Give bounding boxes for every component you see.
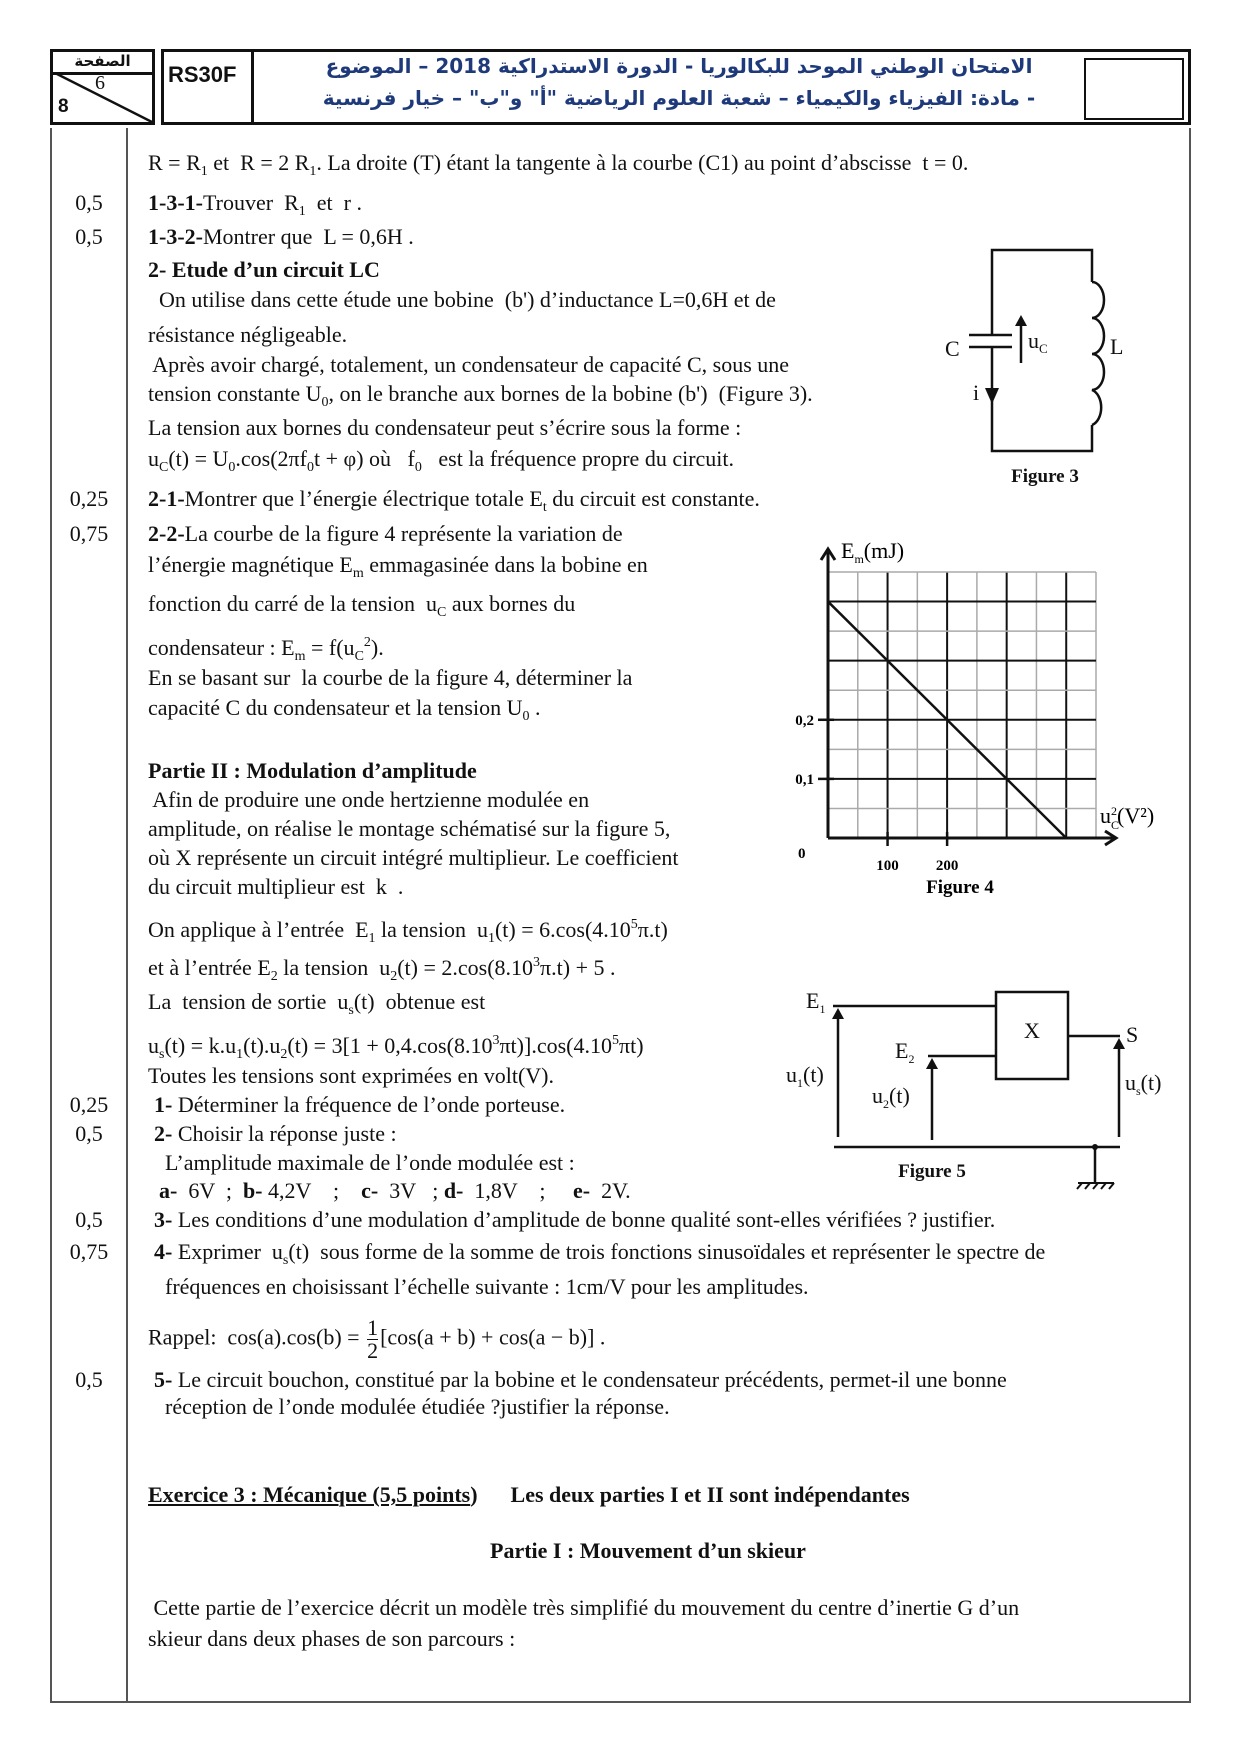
text: 4,2V ;: [262, 1178, 362, 1203]
text: u: [148, 446, 159, 471]
text: 1,8V ;: [463, 1178, 573, 1203]
text: fonction du carré de la tension u: [148, 591, 437, 616]
text-line: [154, 1273, 809, 1301]
text: Montrer que L = 0,6H .: [202, 224, 414, 249]
text: et r .: [305, 190, 362, 215]
subscript: 2: [390, 969, 398, 984]
text-line: [154, 1393, 670, 1421]
text: Afin de produire une onde hertzienne modulée en: [148, 787, 590, 812]
text: (t) = k.u: [164, 1033, 237, 1058]
text: .cos(2πf: [235, 446, 307, 471]
text-line: [154, 1366, 1007, 1394]
superscript: 5: [630, 917, 638, 932]
label-i: i: [973, 380, 980, 405]
text: Exprimer u: [177, 1239, 283, 1264]
origin-label: 0: [798, 846, 806, 862]
text: est la fréquence propre du circuit.: [421, 446, 735, 471]
text: L’amplitude maximale de l’onde modulée est :: [154, 1150, 575, 1175]
subscript: 2: [270, 969, 278, 984]
subscript: 1: [368, 931, 376, 946]
score-value: 0,25: [69, 1092, 109, 1117]
header-title-line2: - مادة: الفيزياء والكيمياء – شعبة العلوم الرياضية "أ" و"ب" – خيار فرنسية: [322, 86, 1036, 110]
superscript: 3: [492, 1033, 500, 1048]
bold-text: d-: [443, 1178, 464, 1203]
text: (t).u: [243, 1033, 281, 1058]
bold-text: 2- Etude d’un circuit LC: [148, 257, 380, 282]
text: R = R: [148, 150, 201, 175]
fraction: [367, 1317, 378, 1362]
text: πt)].cos(4.10: [499, 1033, 612, 1058]
text: condensateur : E: [148, 635, 295, 660]
text: fréquences en choisissant l’échelle suivante : 1cm/V pour les amplitudes.: [154, 1274, 809, 1299]
text: la tension u: [375, 917, 488, 942]
text: π.t) + 5 .: [540, 955, 616, 980]
text: , on le branche aux bornes de la bobine (b') (Figure 3).: [328, 381, 813, 406]
text: t + φ) où f: [314, 446, 415, 471]
text: π.t): [637, 917, 668, 942]
bold-text: Partie I : Mouvement d’un skieur: [490, 1538, 806, 1563]
text: réception de l’onde modulée étudiée ?justifier la réponse.: [154, 1394, 670, 1419]
text: Montrer que l’énergie électrique totale E: [184, 486, 543, 511]
text: (t) = 3[1 + 0,4.cos(8.10: [287, 1033, 493, 1058]
subscript: C: [354, 649, 364, 664]
subscript: t: [542, 500, 547, 515]
text: Cette partie de l’exercice décrit un modèle très simplifié du mouvement du centre d’inertie G d’un: [148, 1595, 1020, 1620]
text: aux bornes du: [446, 591, 576, 616]
text: du circuit multiplieur est k .: [148, 874, 404, 899]
subscript: 0: [321, 395, 329, 410]
text: = f(u: [305, 635, 355, 660]
page-label: الصفحة: [53, 52, 152, 75]
bold-text: 1-3-1-: [148, 190, 203, 215]
text: La courbe de la figure 4 représente la variation de: [184, 521, 623, 546]
text: ).: [370, 635, 384, 660]
label-uc: $u_C$: [1028, 328, 1048, 356]
page-current: 6: [95, 72, 105, 94]
figure-3-caption: Figure 3: [1011, 466, 1079, 487]
text: (t) sous forme de la somme de trois fonctions sinusoïdales et représenter le spectre de: [288, 1239, 1046, 1264]
superscript: 5: [611, 1033, 619, 1048]
text-line: [148, 1625, 515, 1653]
subscript: 2: [280, 1047, 288, 1062]
text: .: [529, 695, 541, 720]
text: [cos(a + b) + cos(a − b)] .: [380, 1324, 606, 1350]
x-tick-label: 200: [935, 858, 959, 874]
score-value: 0,5: [75, 1207, 103, 1232]
text-line: [148, 988, 485, 1025]
text: On utilise dans cette étude une bobine (b') d’inductance L=0,6H et de: [148, 287, 776, 312]
text: et à l’entrée E: [148, 955, 271, 980]
text-line: [148, 1317, 605, 1362]
text: 3V ;: [378, 1178, 444, 1203]
label-us: $u_s(t)$: [1125, 1070, 1162, 1098]
text: où X représente un circuit intégré multiplieur. Le coefficient: [148, 845, 679, 870]
text: Le circuit bouchon, constitué par la bobine et le condensateur précédents, permet-il une bonne: [177, 1367, 1007, 1392]
bold-text: 1-3-2-: [148, 224, 203, 249]
x-axis-label: $u_C2(V^2)$: [1100, 803, 1155, 832]
score-value: 0,25: [69, 486, 109, 511]
subscript: 1: [309, 164, 317, 179]
text-line: [159, 1177, 631, 1205]
text: Après avoir chargé, totalement, un condensateur de capacité C, sous une: [148, 352, 790, 377]
y-tick-label: 0,2: [795, 712, 814, 729]
subscript: C: [159, 460, 169, 475]
subscript: 0: [228, 460, 236, 475]
text-line: [148, 1481, 910, 1509]
subscript: 1: [298, 204, 306, 219]
bold-text: 3-: [154, 1207, 178, 1232]
text-line: [154, 1149, 575, 1177]
subscript: C: [436, 605, 447, 620]
ground-hatch: [1077, 1183, 1114, 1189]
text: Rappel: cos(a).cos(b) =: [148, 1324, 366, 1350]
label-u2: $u_2(t)$: [872, 1083, 910, 1111]
ground-wire: [834, 1147, 1120, 1183]
denominator: 2: [367, 1338, 379, 1363]
y-axis-label: $E_m(mJ)$: [841, 538, 905, 566]
text: 2V.: [590, 1178, 631, 1203]
text: πt): [618, 1033, 644, 1058]
subscript: m: [294, 649, 306, 664]
subscript: 1: [487, 931, 495, 946]
text: 6V ;: [177, 1178, 243, 1203]
text: Trouver R: [202, 190, 299, 215]
label-u1: $u_1(t)$: [786, 1062, 824, 1090]
text: (t) = U: [168, 446, 229, 471]
label-L: L: [1110, 334, 1124, 359]
label-E2: $E_2$: [895, 1038, 915, 1066]
label-S: S: [1126, 1022, 1139, 1047]
figure-5-caption: Figure 5: [898, 1161, 966, 1182]
text: . La droite (T) étant la tangente à la courbe (C1) au point d’abscisse t = 0.: [316, 150, 969, 175]
bold-text: 2-: [154, 1121, 178, 1146]
subscript: 1: [200, 164, 208, 179]
text-line: [148, 1062, 554, 1090]
text: du circuit est constante.: [546, 486, 760, 511]
text: Déterminer la fréquence de l’onde porteuse.: [177, 1092, 566, 1117]
score-value: 0,5: [75, 1121, 103, 1146]
subscript: 0: [307, 460, 314, 475]
text: On applique à l’entrée E: [148, 917, 369, 942]
superscript: 2: [363, 635, 371, 650]
bold-text: ) Les deux parties I et II sont indépendantes: [470, 1482, 910, 1507]
exam-code: RS30F: [164, 52, 254, 122]
text-line: [490, 1537, 806, 1565]
subscript: 0: [414, 460, 422, 475]
bold-text: 4-: [154, 1239, 178, 1264]
numerator: 1: [367, 1315, 379, 1340]
bold-text: 2-2-: [148, 521, 185, 546]
subscript: s: [348, 1003, 354, 1018]
score-value: 0,5: [75, 190, 103, 215]
bold-text: a-: [159, 1178, 178, 1203]
subscript: m: [352, 566, 364, 581]
bold-text: 5-: [154, 1367, 178, 1392]
text: skieur dans deux phases de son parcours :: [148, 1626, 516, 1651]
text: amplitude, on réalise le montage schématisé sur la figure 5,: [148, 816, 671, 841]
text-line: [154, 1091, 565, 1119]
text: la tension u: [277, 955, 391, 980]
text: l’énergie magnétique E: [148, 552, 353, 577]
header-title-line1: الامتحان الوطني الموحد للبكالوريا - الدورة الاستدراكية 2018 – الموضوع: [325, 54, 1033, 78]
label-X: X: [1024, 1018, 1040, 1043]
text: Choisir la réponse juste :: [177, 1121, 397, 1146]
label-C: C: [945, 336, 960, 361]
text: et R = 2 R: [207, 150, 310, 175]
text: (t) = 6.cos(4.10: [494, 917, 631, 942]
text: La tension de sortie u: [148, 989, 349, 1014]
text: emmagasinée dans la bobine en: [363, 552, 648, 577]
text: u: [148, 1033, 159, 1058]
score-value: 0,5: [75, 224, 103, 249]
bold-text: 2-1-: [148, 486, 185, 511]
subscript: s: [282, 1253, 289, 1268]
score-value: 0,5: [75, 1367, 103, 1392]
page-total: 8: [58, 96, 69, 117]
underlined-heading: Exercice 3 : Mécanique (5,5 points: [148, 1482, 471, 1507]
text-line: [154, 1120, 397, 1148]
figure-4-caption: Figure 4: [926, 877, 994, 898]
subscript: 0: [522, 709, 530, 724]
text: Les conditions d’une modulation d’amplitude de bonne qualité sont-elles vérifiées ? justifier.: [177, 1207, 996, 1232]
score-value: 0,75: [69, 521, 109, 546]
text: (t) = 2.cos(8.10: [397, 955, 534, 980]
text: capacité C du condensateur et la tension U: [148, 695, 523, 720]
text: En se basant sur la courbe de la figure 4, déterminer la: [148, 665, 633, 690]
text: tension constante U: [148, 381, 322, 406]
text-line: [154, 1206, 995, 1234]
superscript: 3: [533, 955, 541, 970]
bold-text: e-: [572, 1178, 591, 1203]
text-line: [148, 949, 615, 991]
text: résistance négligeable.: [148, 322, 348, 347]
bold-text: Partie II : Modulation d’amplitude: [148, 758, 477, 783]
subscript: s: [159, 1047, 165, 1062]
text: Toutes les tensions sont exprimées en volt(V).: [148, 1063, 555, 1088]
y-tick-label: 0,1: [795, 771, 814, 788]
bold-text: b-: [242, 1178, 263, 1203]
text-line: [148, 1594, 1019, 1622]
bold-text: c-: [361, 1178, 379, 1203]
label-E1: $E_1$: [806, 988, 826, 1016]
figure-5-circuit: [760, 970, 1180, 1200]
score-value: 0,75: [69, 1239, 109, 1264]
subscript: 1: [236, 1047, 244, 1062]
bold-text: 1-: [154, 1092, 178, 1117]
x-tick-label: 100: [876, 858, 899, 874]
text: (t) obtenue est: [353, 989, 486, 1014]
text-line: [154, 1238, 1045, 1275]
text: La tension aux bornes du condensateur peut s’écrire sous la forme :: [148, 415, 742, 440]
